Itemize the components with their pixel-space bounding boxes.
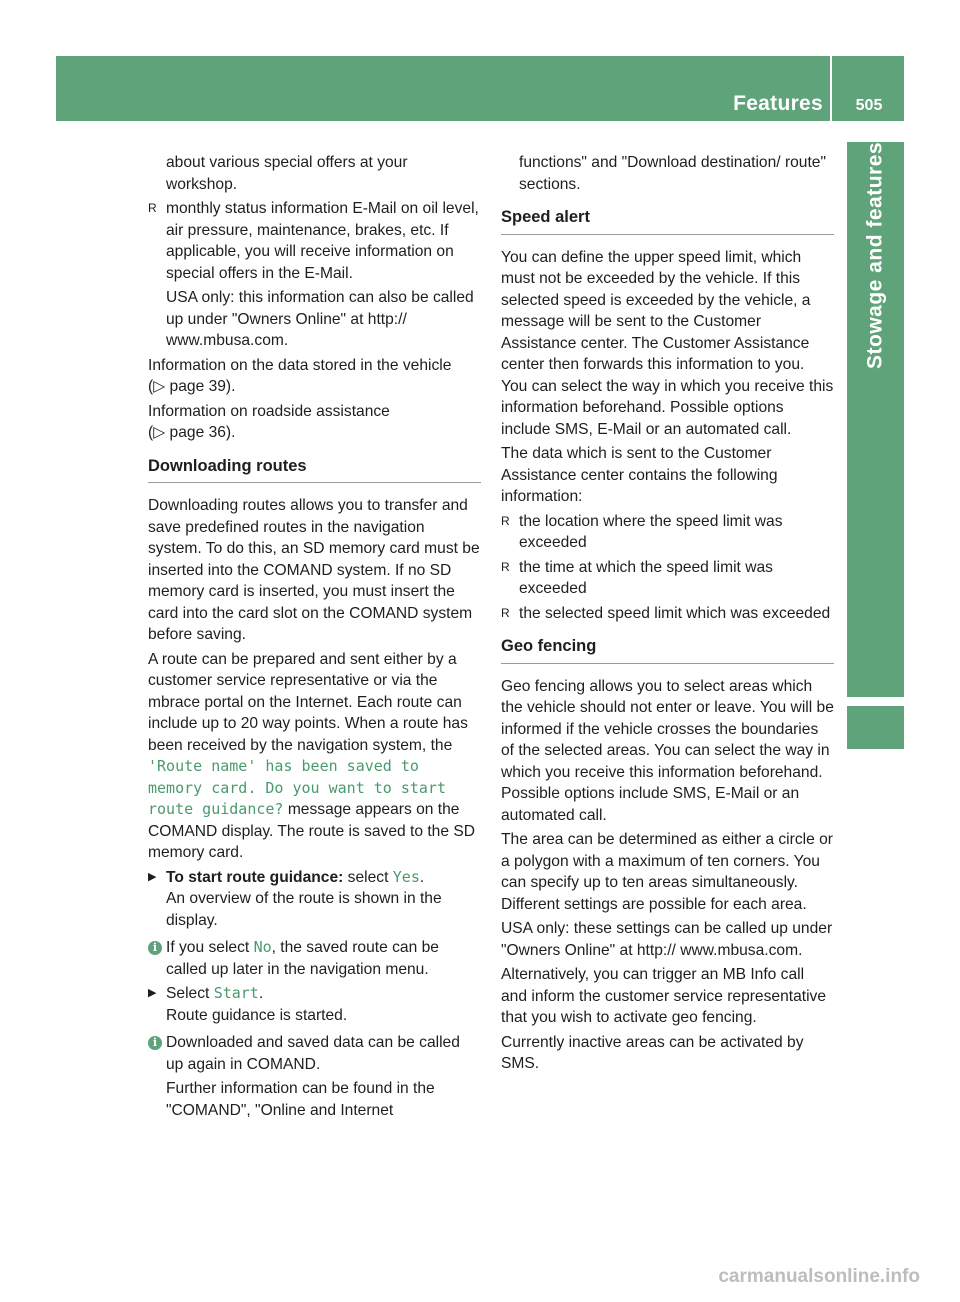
bullet-marker: R — [501, 513, 510, 528]
info-no-pre: If you select — [166, 939, 250, 956]
info-roadside-text: Information on roadside assistance — [148, 402, 390, 420]
usa-owners-note: USA only: this information can also be called up under "Owners Online" at http:// www.mbusa.com. — [166, 289, 474, 349]
list-item — [501, 603, 834, 625]
bullet-text: the selected speed limit which was exceeded — [519, 604, 831, 622]
step-arrow-icon: ▶ — [148, 870, 157, 883]
heading-geo-fencing: Geo fencing — [501, 636, 834, 664]
bullet-marker: R — [148, 201, 157, 215]
para-geo-2: The area can be determined as either a circle or a polygon with a maximum of ten corners. You can specify up to ten areas simultaneously. Different settings are possible for each area. — [501, 831, 833, 913]
bullet-text: the time at which the speed limit was exceeded — [519, 558, 773, 597]
side-tab-label: Stowage and features — [863, 142, 887, 370]
para-speed-1: You can define the upper speed limit, which must not be exceeded by the vehicle. If this selected speed is exceeded by the vehicle, a message will be sent to the Customer Assistance center. The Customer Assistance center then forwards this information to you. You can select the way in which you receive this information beforehand. Possible options include SMS, E-Mail or an automated call. — [501, 248, 834, 438]
step-arrow-icon: ▶ — [148, 987, 157, 999]
para-speed-2: The data which is sent to the Customer Assistance center contains the following information: — [501, 445, 778, 505]
display-start: Start — [213, 984, 259, 1002]
para-geo-4: Alternatively, you can trigger an MB Info call and inform the customer service representative that you wish to activate geo fencing. — [501, 966, 827, 1026]
watermark: carmanualsonline.info — [718, 1266, 920, 1287]
step-select-start: ▶ Select Start. Route guidance is started. — [148, 984, 348, 1024]
info-downloaded-note — [148, 1032, 481, 1075]
para-geo-3: USA only: these settings can be called up under "Owners Online" at http:// www.mbusa.com. — [501, 920, 833, 959]
para-download-1: Downloading routes allows you to transfer and save predefined routes in the navigation system. To do this, an SD memory card must be inserted into the COMAND system. If no SD memory card is inserted, you must insert the card into the card slot on the COMAND system before saving. — [148, 497, 480, 643]
list-item — [501, 511, 834, 554]
info-further: Further information can be found in the "COMAND", "Online and Internet — [166, 1080, 435, 1119]
info-downloaded-text: Downloaded and saved data can be called up again in COMAND. — [166, 1034, 460, 1073]
header-divider — [830, 56, 832, 121]
info-icon: i — [148, 1036, 162, 1050]
intro-continuation: about various special offers at your workshop. — [166, 154, 408, 193]
display-yes: Yes — [392, 867, 420, 886]
info-no-note — [148, 937, 481, 980]
step-start-result: An overview of the route is shown in the display. — [166, 890, 442, 929]
bullet-monthly — [148, 198, 481, 284]
step-select-result: Route guidance is started. — [166, 1006, 348, 1024]
step-start-select: select — [347, 868, 389, 886]
step-start-route-guidance: ▶ To start route guidance: select Yes. An overview of the route is shown in the display. — [148, 867, 442, 929]
bullet-marker: R — [501, 605, 510, 620]
right-column — [501, 152, 834, 1078]
para-download-2 — [148, 649, 481, 864]
para-geo-5: Currently inactive areas can be activated by SMS. — [501, 1033, 804, 1072]
info-data-stored: Information on the data stored in the vehicle (▷ page 39). — [148, 356, 452, 395]
heading-downloading-routes: Downloading routes — [148, 456, 481, 484]
bullet-text: the location where the speed limit was exceeded — [519, 512, 783, 551]
para-download-2-pre: A route can be prepared and sent either by a customer service representative or via the mbrace portal on the Internet. Each route can include up to 20 way points. When a route has been received by the navigation system, the — [148, 650, 468, 754]
bullet-marker: R — [501, 559, 510, 574]
info-no-post: , the saved route can be called up later in the navigation menu. — [166, 939, 439, 978]
display-no: No — [253, 938, 272, 956]
step-select: Select — [166, 985, 210, 1002]
para-download-2-post: message appears on the COMAND display. The route is saved to the SD memory card. — [148, 801, 476, 861]
page-number: 505 — [855, 97, 883, 114]
page-ref-arrow-icon: ▷ — [153, 424, 166, 441]
bullet-monthly-text: monthly status information E-Mail on oil level, air pressure, maintenance, brakes, etc. If applicable, you will receive information on special offers in the E-Mail. — [166, 200, 479, 282]
page-ref-39[interactable]: page 39). — [169, 378, 236, 395]
page-ref-arrow-icon: ▷ — [153, 378, 166, 395]
display-message-route-saved: 'Route name' has been saved to memory card. Do you want to start route guidance? — [148, 757, 447, 818]
para-geo-1: Geo fencing allows you to select areas which the vehicle should not enter or leave. You will be informed if the vehicle crosses the boundaries of the selected areas. You can select the way in which you receive this information beforehand. Possible options include SMS, E-Mail or an automated call. — [501, 677, 834, 824]
list-item — [501, 557, 834, 600]
side-block — [847, 706, 904, 749]
info-data-stored-text: Information on the data stored in the vehicle — [148, 356, 452, 374]
heading-speed-alert: Speed alert — [501, 207, 834, 235]
info-icon: i — [148, 941, 162, 955]
info-roadside: Information on roadside assistance (▷ page 36). — [148, 402, 390, 441]
header-title: Features — [733, 92, 823, 115]
page-ref-36[interactable]: page 36). — [169, 424, 236, 441]
left-column — [148, 152, 481, 1124]
continuation-functions: functions" and "Download destination/ route" sections. — [519, 154, 827, 193]
step-start-bold: To start route guidance: — [166, 868, 344, 886]
